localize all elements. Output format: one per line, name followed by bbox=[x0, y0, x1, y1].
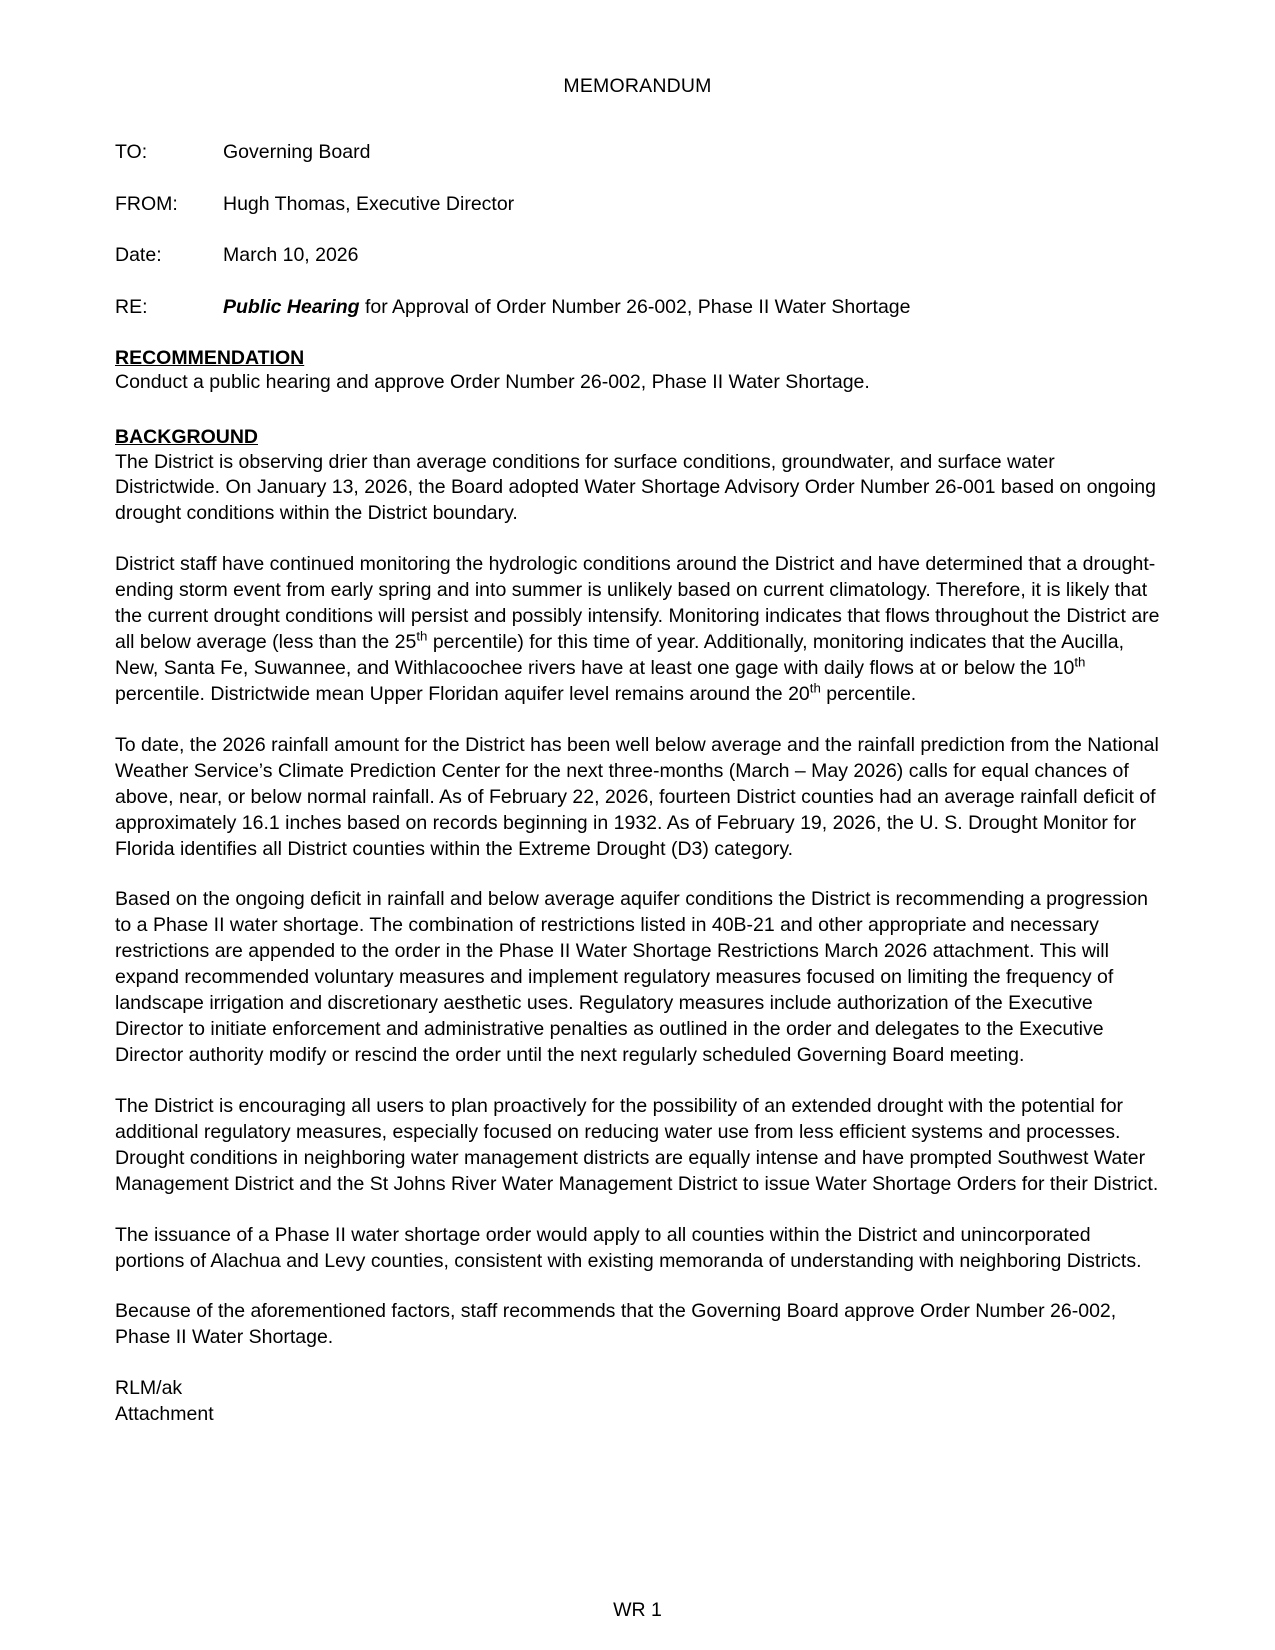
memo-re-rest: for Approval of Order Number 26-002, Phase II Water Shortage bbox=[359, 295, 911, 318]
memo-header-row-date bbox=[115, 243, 1160, 267]
background-paragraph-4: The District is encouraging all users to plan proactively for the possibility of an extended drought with the potential for additional regulatory measures, especially focused on reducing water use from less efficient systems and processes. Drought conditions in neighboring water management districts are equally intense and have prompted Southwest Water Management District and the St Johns River Water Management District to issue Water Shortage Orders for their District. bbox=[115, 1094, 1159, 1195]
signoff-block bbox=[115, 1376, 1160, 1428]
background-paragraph-1: The District is observing drier than average conditions for surface conditions, groundwater, and surface water Districtwide. On January 13, 2026, the Board adopted Water Shortage Advisory Order Number 26-001 based on ongoing drought conditions within the District boundary. bbox=[115, 450, 1156, 525]
memo-re-emphasis: Public Hearing bbox=[223, 295, 360, 318]
background-paragraph-2: To date, the 2026 rainfall amount for the District has been well below average and the rainfall prediction from the National Weather Service’s Climate Prediction Center for the next three-months (March – May 2026) calls for equal chances of above, near, or below normal rainfall. As of February 22, 2026, fourteen District counties had an average rainfall deficit of approximately 16.1 inches based on records beginning in 1932. As of February 19, 2026, the U. S. Drought Monitor for Florida identifies all District counties within the Extreme Drought (D3) category. bbox=[115, 733, 1159, 860]
section-heading-background: BACKGROUND bbox=[115, 426, 258, 449]
background-paragraph-5: The issuance of a Phase II water shortage order would apply to all counties within the District and unincorporated portions of Alachua and Levy counties, consistent with existing memoranda of understanding with neighboring Districts. bbox=[115, 1223, 1142, 1272]
memo-header bbox=[115, 140, 1160, 319]
background-paragraph-6: Because of the aforementioned factors, staff recommends that the Governing Board approve Order Number 26-002, Phase II Water Shortage. bbox=[115, 1300, 1117, 1349]
monitoring-sup-2: th bbox=[1074, 654, 1086, 670]
memo-label-to: TO: bbox=[115, 141, 148, 164]
memo-header-row-re bbox=[115, 295, 1160, 319]
monitoring-sup-1: th bbox=[416, 628, 428, 644]
monitoring-part-2: percentile) for this time of year. Additionally, monitoring indicates that the Aucilla, New, Santa Fe, Suwannee, and Withlacoochee rivers have at least one gage with daily flows at or below the 10 bbox=[115, 631, 1125, 680]
signoff-attachment: Attachment bbox=[115, 1403, 214, 1426]
memo-value-from: Hugh Thomas, Executive Director bbox=[223, 192, 515, 215]
page-footer: WR 1 bbox=[613, 1599, 662, 1621]
signoff-initials: RLM/ak bbox=[115, 1377, 183, 1400]
memo-label-re: RE: bbox=[115, 295, 148, 318]
recommendation-paragraph: Conduct a public hearing and approve Order Number 26-002, Phase II Water Shortage. bbox=[115, 371, 870, 394]
background-paragraph-3: Based on the ongoing deficit in rainfall and below average aquifer conditions the District is recommending a progression to a Phase II water shortage. The combination of restrictions listed in 40B-21 and other appropriate and necessary restrictions are appended to the order in the Phase II Water Shortage Restrictions March 2026 attachment. This will expand recommended voluntary measures and implement regulatory measures focused on limiting the frequency of landscape irrigation and discretionary aesthetic uses. Regulatory measures include authorization of the Executive Director to initiate enforcement and administrative penalties as outlined in the order and delegates to the Executive Director authority modify or rescind the order until the next regularly scheduled Governing Board meeting. bbox=[115, 888, 1149, 1066]
memo-label-date: Date: bbox=[115, 244, 162, 267]
memo-value-date: March 10, 2026 bbox=[223, 244, 359, 267]
monitoring-sup-3: th bbox=[809, 680, 821, 696]
background-paragraph-monitoring bbox=[115, 552, 1160, 708]
page-title: MEMORANDUM bbox=[563, 75, 712, 97]
section-heading-recommendation: RECOMMENDATION bbox=[115, 346, 305, 369]
memo-value-re bbox=[223, 295, 1160, 319]
memo-header-row-from bbox=[115, 192, 1160, 216]
memo-header-row-to bbox=[115, 140, 1160, 164]
memo-label-from: FROM: bbox=[115, 192, 178, 215]
monitoring-part-3: percentile. Districtwide mean Upper Floridan aquifer level remains around the 20 bbox=[115, 682, 810, 705]
memo-value-to: Governing Board bbox=[223, 141, 371, 164]
monitoring-part-1: District staff have continued monitoring the hydrologic conditions around the District and have determined that a drought-ending storm event from early spring and into summer is unlikely based on current climatology. Therefore, it is likely that the current drought conditions will persist and possibly intensify. Monitoring indicates that flows throughout the District are all below average (less than the 25 bbox=[115, 553, 1160, 654]
monitoring-part-4: percentile. bbox=[820, 682, 917, 705]
